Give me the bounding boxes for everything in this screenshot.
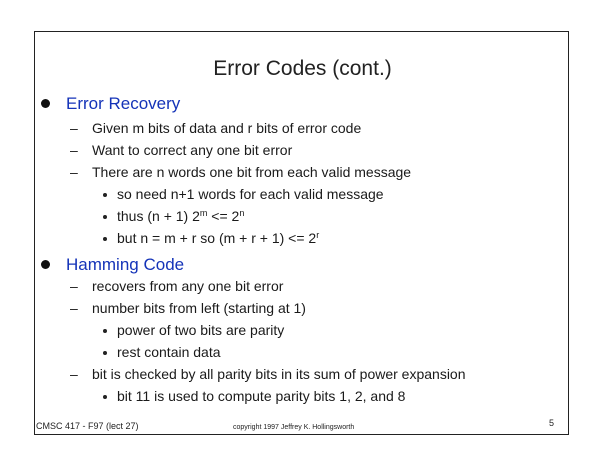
sub-list-item: so need n+1 words for each valid message [117, 186, 384, 202]
sub-list-item: power of two bits are parity [117, 322, 285, 338]
formula-text: <= 2 [207, 208, 240, 224]
superscript: m [199, 208, 208, 218]
sub-bullet-icon [103, 395, 107, 399]
sub-bullet-icon [103, 193, 107, 197]
list-item: Given m bits of data and r bits of error code [92, 120, 362, 136]
list-item: There are n words one bit from each valid message [92, 164, 412, 180]
section-bullet-icon [41, 99, 50, 108]
dash-icon: – [70, 120, 78, 136]
section-heading-error-recovery: Error Recovery [66, 94, 181, 113]
sub-bullet-icon [103, 215, 107, 219]
sub-list-item: rest contain data [117, 344, 221, 360]
slide-title: Error Codes (cont.) [213, 57, 392, 80]
sub-bullet-icon [103, 329, 107, 333]
formula-text: but n = m + r so (m + r + 1) <= 2 [117, 230, 317, 246]
sub-list-item-formula [117, 230, 319, 246]
formula-text: thus (n + 1) 2 [117, 208, 200, 224]
dash-icon: – [70, 164, 78, 180]
list-item: Want to correct any one bit error [92, 142, 293, 158]
dash-icon: – [70, 366, 78, 382]
list-item: bit is checked by all parity bits in its sum of power expansion [92, 366, 466, 382]
dash-icon: – [70, 300, 78, 316]
sub-list-item: bit 11 is used to compute parity bits 1, 2, and 8 [117, 388, 406, 404]
list-item: number bits from left (starting at 1) [92, 300, 306, 316]
dash-icon: – [70, 142, 78, 158]
sub-list-item-formula [117, 208, 244, 224]
sub-bullet-icon [103, 237, 107, 241]
section-bullet-icon [41, 260, 50, 269]
page-number: 5 [549, 418, 555, 428]
sub-bullet-icon [103, 351, 107, 355]
footer-course-label: CMSC 417 - F97 (lect 27) [36, 421, 139, 431]
section-heading-hamming-code: Hamming Code [66, 255, 185, 274]
footer-copyright: copyright 1997 Jeffrey K. Hollingsworth [233, 424, 355, 431]
superscript: r [316, 230, 320, 240]
list-item: recovers from any one bit error [92, 278, 284, 294]
superscript: n [239, 208, 245, 218]
dash-icon: – [70, 278, 78, 294]
